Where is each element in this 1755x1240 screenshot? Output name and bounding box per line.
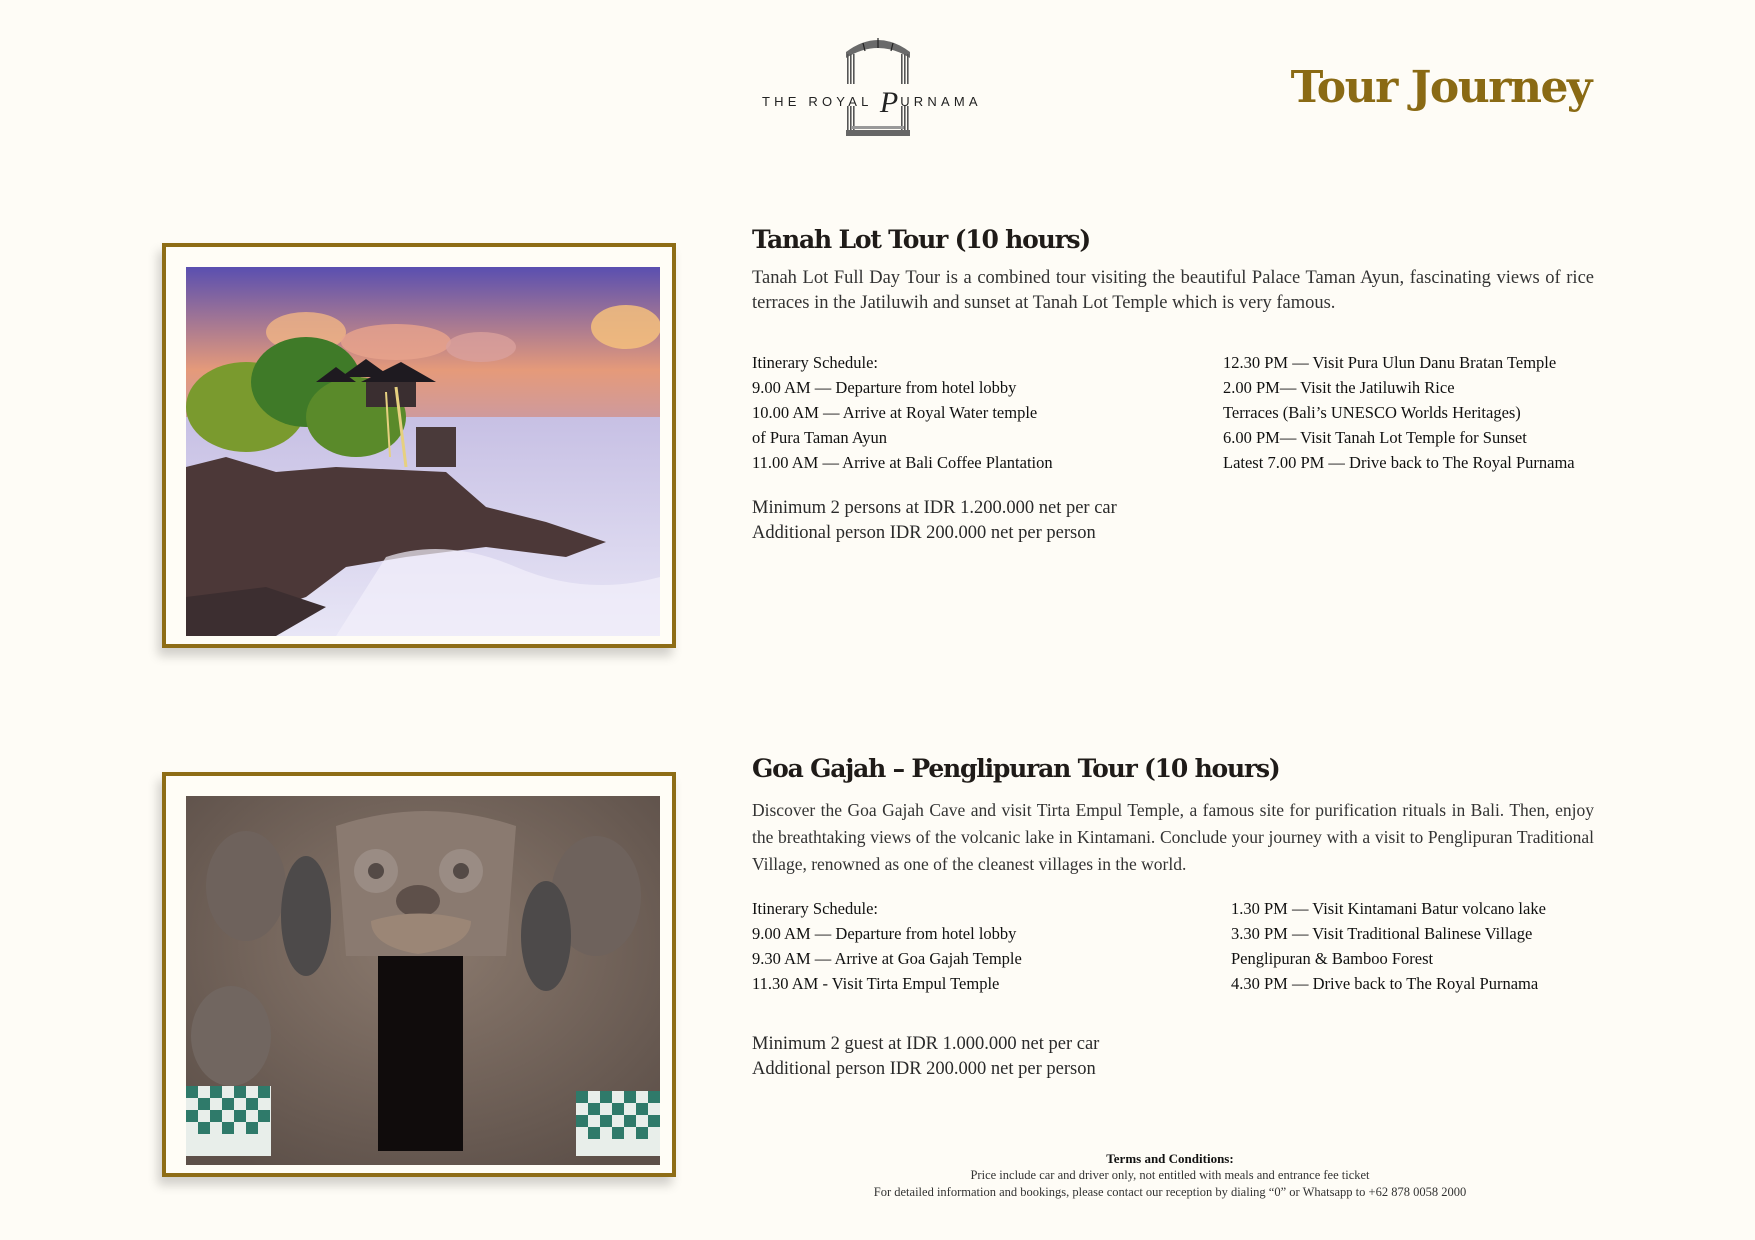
itinerary-line: 11.00 AM — Arrive at Bali Coffee Plantation — [752, 453, 1053, 472]
itinerary-line: 9.00 AM — Departure from hotel lobby — [752, 924, 1017, 943]
itinerary-line: 3.30 PM — Visit Traditional Balinese Village — [1231, 924, 1533, 943]
itinerary-line: of Pura Taman Ayun — [752, 428, 887, 447]
itinerary-line: Itinerary Schedule: — [752, 899, 878, 918]
itinerary-right-column — [1231, 896, 1546, 996]
logo-wordmark: THE ROYAL P URNAMA — [762, 86, 982, 119]
itinerary-line: 12.30 PM — Visit Pura Ulun Danu Bratan Temple — [1223, 353, 1557, 372]
terms-heading: Terms and Conditions: — [1106, 1151, 1234, 1166]
page-title: Tour Journey — [1290, 62, 1591, 113]
tour-description: Tanah Lot Full Day Tour is a combined tour visiting the beautiful Palace Taman Ayun, fascinating views of rice terraces in the Jatiluwih and sunset at Tanah Lot Temple which is very famous. — [752, 268, 1594, 313]
price-line: Additional person IDR 200.000 net per person — [752, 1059, 1096, 1079]
terms-and-conditions — [760, 1150, 1580, 1201]
contact-line: For detailed information and bookings, please contact our reception by dialing “0” or Whatsapp to +62 878 0058 2000 — [873, 1185, 1467, 1199]
itinerary-line: Latest 7.00 PM — Drive back to The Royal Purnama — [1223, 453, 1575, 472]
itinerary-line: Penglipuran & Bamboo Forest — [1231, 949, 1434, 968]
tour-title: Tanah Lot Tour (10 hours) — [752, 225, 1091, 254]
itinerary-right-column — [1223, 350, 1575, 475]
price-line: Minimum 2 persons at IDR 1.200.000 net per car — [752, 498, 1117, 518]
tour-description: Discover the Goa Gajah Cave and visit Tirta Empul Temple, a famous site for purification rituals in Bali. Then, enjoy the breathtaking views of the volcanic lake in Kintamani. Conclude your journey with a visit to Penglipuran Traditional Village, renowned as one of the cleanest villages in the world. — [752, 800, 1594, 874]
hotel-logo — [760, 36, 996, 140]
terms-line: Price include car and driver only, not entitled with meals and entrance fee ticket — [970, 1168, 1370, 1182]
itinerary-line: Itinerary Schedule: — [752, 353, 878, 372]
goa-gajah-photo — [186, 796, 660, 1165]
itinerary-line: Terraces (Bali’s UNESCO Worlds Heritages) — [1223, 403, 1521, 422]
tour-title: Goa Gajah – Penglipuran Tour (10 hours) — [752, 754, 1280, 783]
itinerary-line: 10.00 AM — Arrive at Royal Water temple — [752, 403, 1038, 422]
tanah-lot-photo — [186, 267, 660, 636]
itinerary-left-column — [752, 896, 1022, 996]
price-line: Additional person IDR 200.000 net per person — [752, 523, 1096, 543]
tour-photo-frame-goa-gajah — [162, 772, 676, 1177]
itinerary-line: 2.00 PM— Visit the Jatiluwih Rice — [1223, 378, 1455, 397]
itinerary-left-column — [752, 350, 1053, 475]
itinerary-line: 6.00 PM— Visit Tanah Lot Temple for Sunset — [1223, 428, 1527, 447]
itinerary-line: 9.00 AM — Departure from hotel lobby — [752, 378, 1017, 397]
price-line: Minimum 2 guest at IDR 1.000.000 net per car — [752, 1034, 1100, 1054]
itinerary-line: 11.30 AM - Visit Tirta Empul Temple — [752, 974, 1000, 993]
tour-price — [752, 1032, 1099, 1082]
itinerary-line: 4.30 PM — Drive back to The Royal Purnama — [1231, 974, 1539, 993]
itinerary-line: 9.30 AM — Arrive at Goa Gajah Temple — [752, 949, 1022, 968]
tour-price — [752, 496, 1117, 546]
tour-photo-frame-tanah-lot — [162, 243, 676, 648]
itinerary-line: 1.30 PM — Visit Kintamani Batur volcano lake — [1231, 899, 1546, 918]
